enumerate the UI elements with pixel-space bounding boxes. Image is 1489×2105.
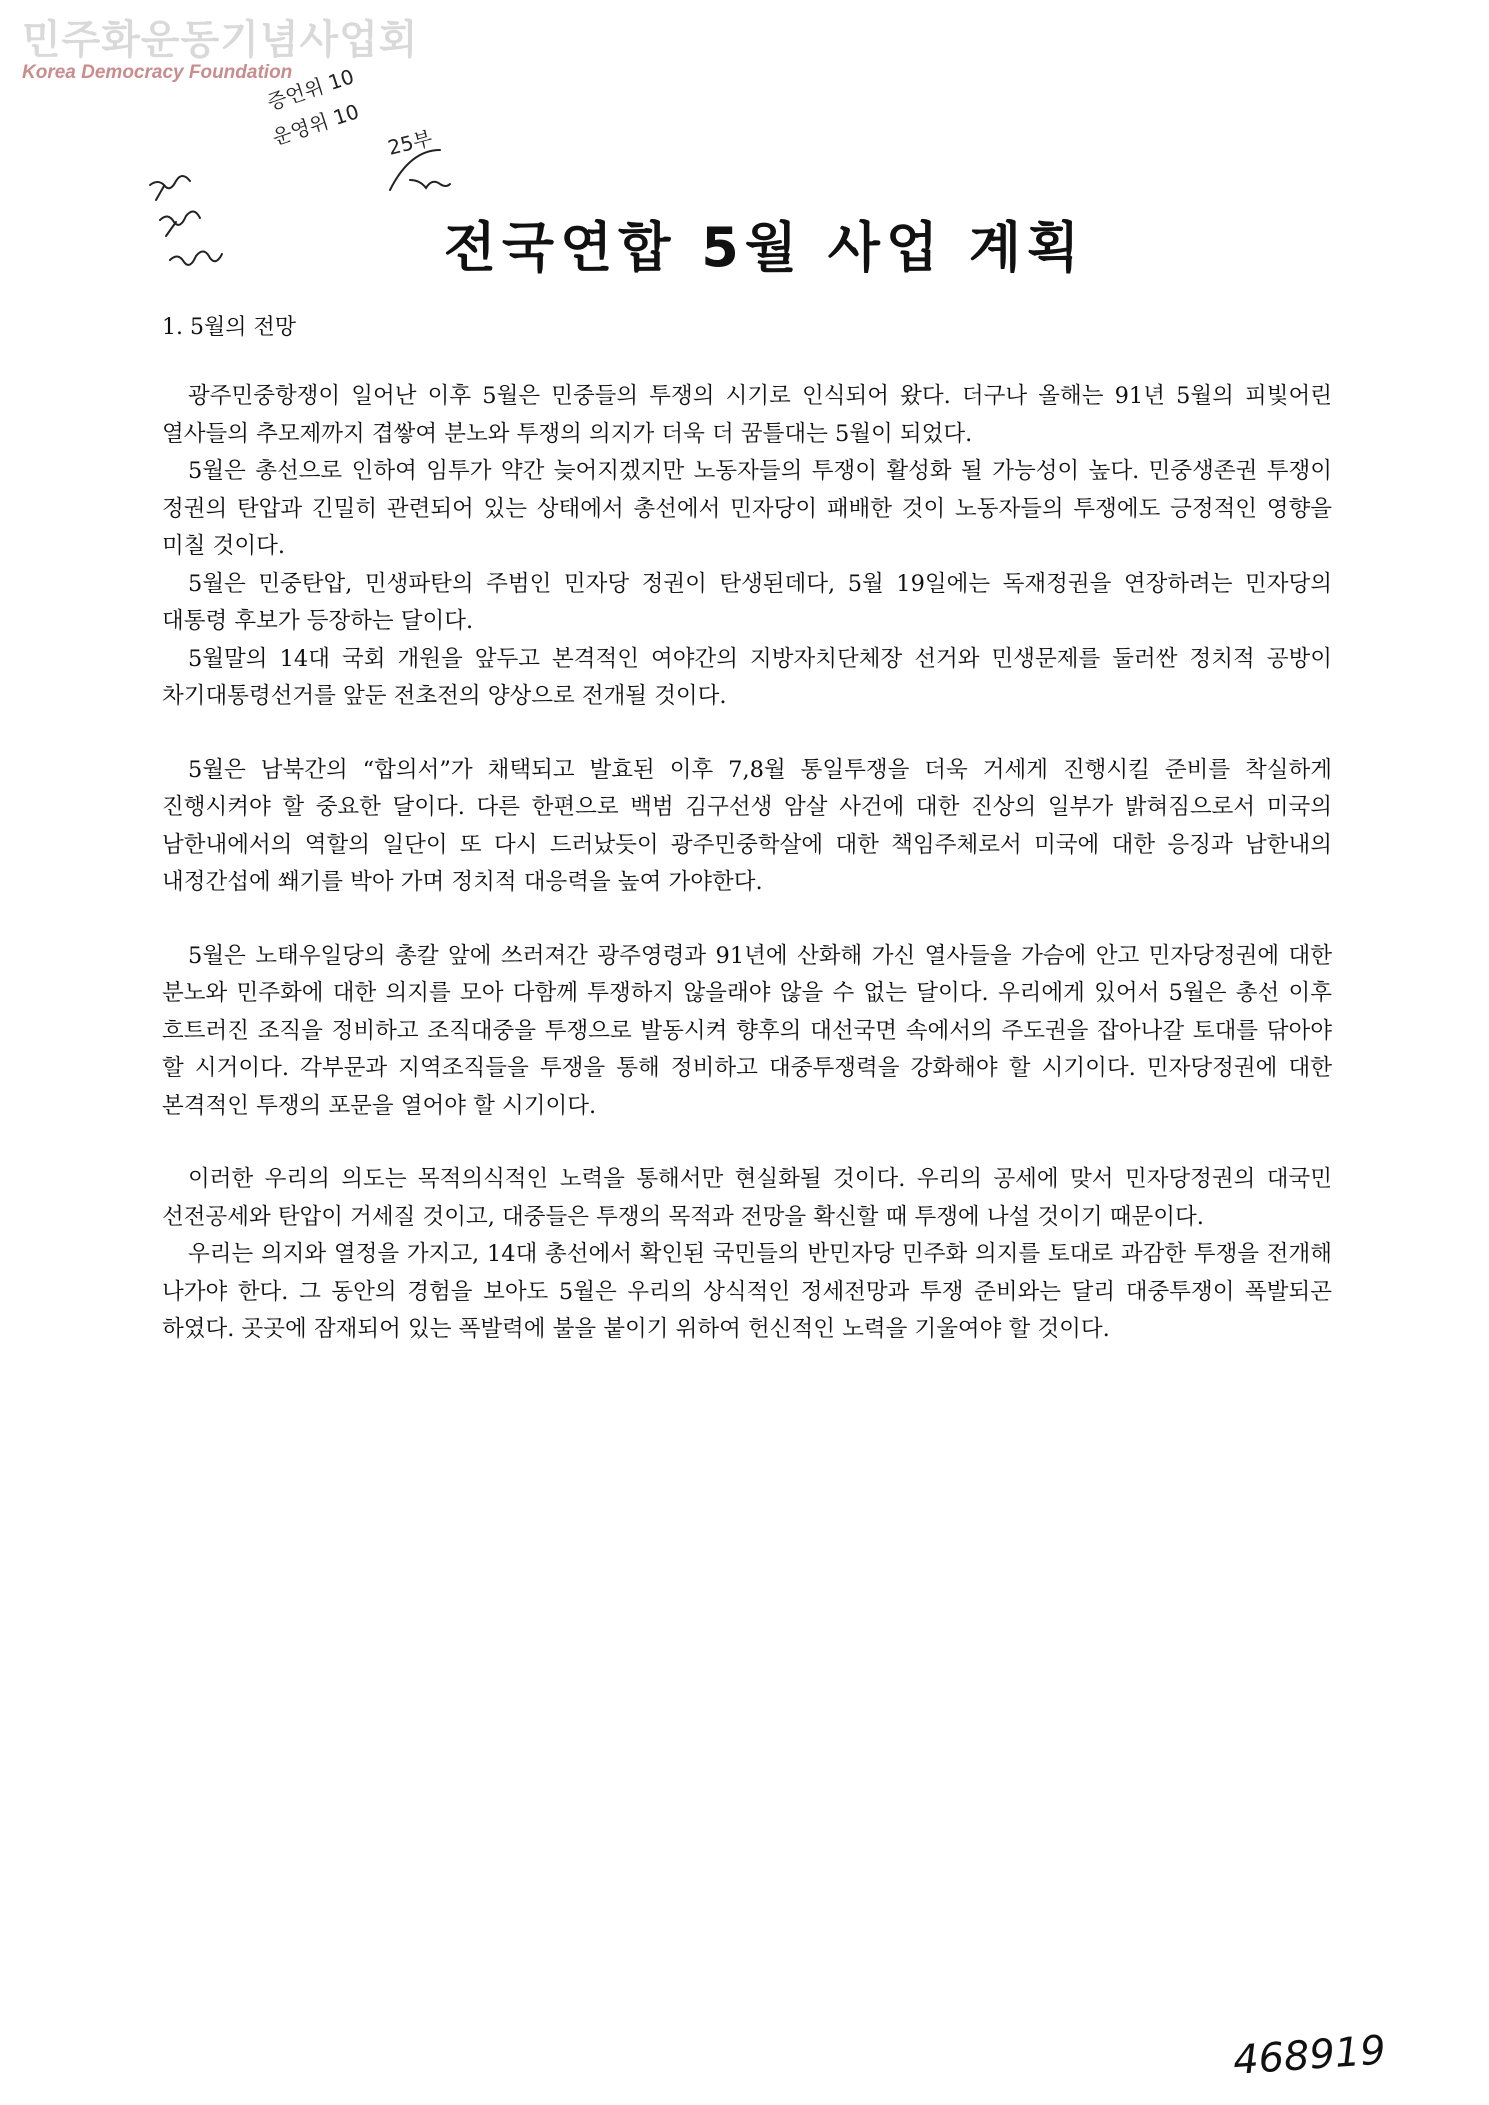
document-number-text: 468919	[1231, 2027, 1388, 2084]
paragraph: 5월말의 14대 국회 개원을 앞두고 본격적인 여야간의 지방자치단체장 선거와 민생문제를 둘러싼 정치적 공방이 차기대통령선거를 앞둔 전초전의 양상으로 전개될 것이다.	[162, 645, 1332, 709]
paragraph: 5월은 남북간의 “합의서”가 채택되고 발효된 이후 7,8월 통일투쟁을 더욱 거세게 진행시킬 준비를 착실하게 진행시켜야 할 중요한 달이다. 다른 한편으로 백범 김구선생 암살 사건에 대한 진상의 일부가 밝혀짐으로서 미국의 남한내에서의 역할의 일단이 또 다시 드러났듯이 광주민중학살에 대한 책임주체로서 미국에 대한 응징과 남한내의 내정간섭에 쐐기를 박아 가며 정치적 대응력을 높여 가야한다.	[162, 756, 1332, 895]
watermark-korean: 민주화운동기념사업회	[22, 17, 419, 63]
document-body	[162, 378, 1332, 1349]
watermark-english: Korea Democracy Foundation	[22, 62, 293, 83]
paragraph: 5월은 민중탄압, 민생파탄의 주범인 민자당 정권이 탄생된데다, 5월 19일에는 독재정권을 연장하려는 민자당의 대통령 후보가 등장하는 달이다.	[162, 570, 1332, 634]
paragraph: 우리는 의지와 열정을 가지고, 14대 총선에서 확인된 국민들의 반민자당 민주화 의지를 토대로 과감한 투쟁을 전개해 나가야 한다. 그 동안의 경험을 보아도 5월은 우리의 상식적인 정세전망과 투쟁 준비와는 달리 대중투쟁이 폭발되곤 하였다. 곳곳에 잠재되어 있는 폭발력에 불을 붙이기 위하여 헌신적인 노력을 기울여야 할 것이다.	[162, 1241, 1332, 1342]
paragraph: 5월은 총선으로 인하여 임투가 약간 늦어지겠지만 노동자들의 투쟁이 활성화 될 가능성이 높다. 민중생존권 투쟁이 정권의 탄압과 긴밀히 관련되어 있는 상태에서 총선에서 민자당이 패배한 것이 노동자들의 투쟁에도 긍정적인 영향을 미칠 것이다.	[162, 458, 1332, 559]
paragraph: 이러한 우리의 의도는 목적의식적인 노력을 통해서만 현실화될 것이다. 우리의 공세에 맞서 민자당정권의 대국민 선전공세와 탄압이 거세질 것이고, 대중들은 투쟁의 목적과 전망을 확신할 때 투쟁에 나설 것이기 때문이다.	[162, 1166, 1332, 1230]
paragraph: 5월은 노태우일당의 총칼 앞에 쓰러져간 광주영령과 91년에 산화해 가신 열사들을 가슴에 안고 민자당정권에 대한 분노와 민주화에 대한 의지를 모아 다함께 투쟁하지 않을래야 않을 수 없는 달이다. 우리에게 있어서 5월은 총선 이후 흐트러진 조직을 정비하고 조직대중을 투쟁으로 발동시켜 향후의 대선국면 속에서의 주도권을 잡아나갈 토대를 닦아야 할 시거이다. 각부문과 지역조직들을 투쟁을 통해 정비하고 대중투쟁력을 강화해야 할 시기이다. 민자당정권에 대한 본격적인 투쟁의 포문을 열어야 할 시기이다.	[162, 942, 1332, 1119]
handwritten-note-3: 25부	[385, 125, 435, 160]
page-title: 전국연합 5월 사업 계획	[443, 216, 1086, 279]
handwritten-note-2: 운영위 10	[269, 99, 362, 150]
paragraph: 광주민중항쟁이 일어난 이후 5월은 민중들의 투쟁의 시기로 인식되어 왔다. 더구나 올해는 91년 5월의 피빛어린 열사들의 추모제까지 겹쌓여 분노와 투쟁의 의지가 더욱 더 꿈틀대는 5월이 되었다.	[162, 383, 1332, 447]
handwritten-note-1: 증언위 10	[264, 64, 357, 115]
section-heading: 1. 5월의 전망	[162, 315, 296, 340]
handwritten-document-number	[1225, 2025, 1395, 2085]
